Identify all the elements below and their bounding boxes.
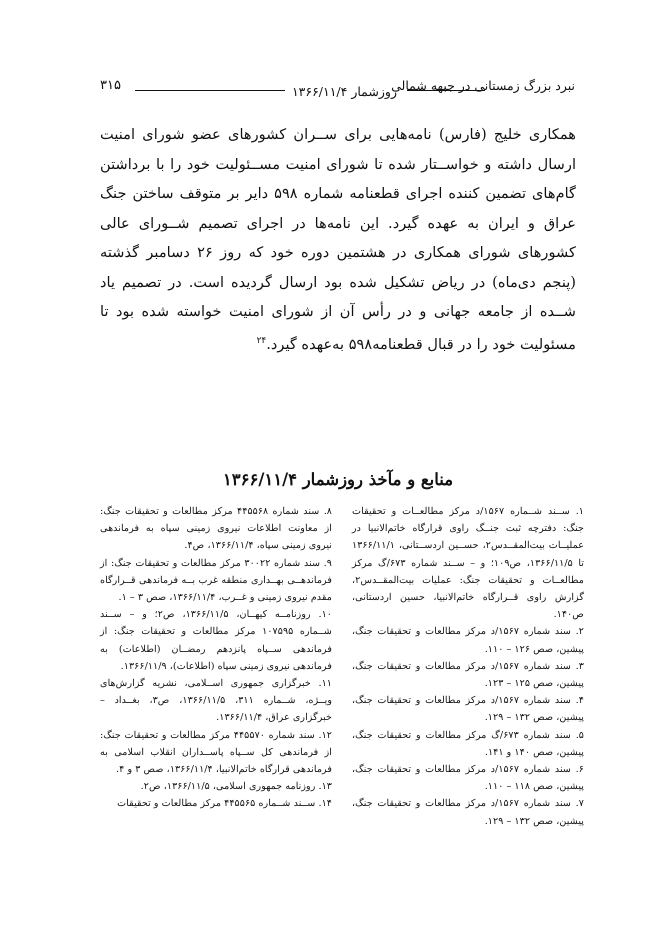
references-title: منابع و مآخذ روزشمار ۱۳۶۶/۱۱/۴ [222, 470, 454, 489]
reference-item: ۸. سند شماره ۴۴۵۵۶۸ مرکز مطالعات و تحقیقات جنگ: از معاونت اطلاعات نیروی زمینی سپاه به فرماندهی نیروی زمینی سپاه، ۱۳۶۶/۱۱/۴، ص۴. [100, 506, 332, 552]
footnote-marker: ۲۴ [256, 335, 267, 346]
reference-item: ۱. ســند شــماره ۱۵۶۷/د مرکز مطالعــات و تحقیقات جنگ: دفترچه ثبت جنــگ راوی قرارگاه خاتم‌الانبیا در عملیــات بیت‌المقــدس۲، حســین اردســتانی، ۱۳۶۶/۱۱/۱ تا ۱۳۶۶/۱۱/۵، ص۱۰۹؛ و – ســند شماره ۶۷۳/گ مرکز مطالعــات و تحقیقات جنگ: عملیات بیت‌المقــدس۲، گزارش راوی قــرارگاه خاتم‌الانبیا، حسین اردستانی، ص۱۴۰. [352, 506, 585, 621]
reference-item: ۵. سند شماره ۶۷۳/گ مرکز مطالعات و تحقیقات جنگ، پیشین، صص ۱۴۰ و ۱۴۱. [352, 729, 584, 758]
reference-item: ۶. سند شماره ۱۵۶۷/د مرکز مطالعات و تحقیقات جنگ، پیشین، صص ۱۱۸ – ۱۱۰. [352, 764, 584, 793]
reference-item: ۱۳. روزنامه جمهوری اسلامی، ۱۳۶۶/۱۱/۵، ص۲. [140, 781, 332, 793]
reference-item: ۹. سند شماره ۳۰۰۲۲ مرکز مطالعات و تحقیقات جنگ: از فرماندهــی بهــداری منطقه غرب بــه فرماندهی قــرارگاه مقدم نیروی زمینی و غــرب، ۱۳۶۶/۱۱/۴، صص ۳ – ۱. [100, 557, 332, 604]
references-left-column [100, 503, 332, 813]
reference-item: ۱۴. ســند شــماره ۴۴۵۵۶۵ مرکز مطالعات و تحقیقات [117, 798, 332, 810]
references-right-column [352, 503, 584, 830]
reference-item: ۱۱. خبرگزاری جمهوری اســلامی، نشریه گزارش‌های ویــژه، شــماره ۳۱۱، ۱۳۶۶/۱۱/۵، ص۳، بغــداد – خبرگزاری عراق، ۱۳۶۶/۱۱/۴. [100, 678, 332, 724]
page-number: ۳۱۵ [100, 78, 121, 93]
header-rule [407, 90, 485, 91]
running-header [100, 76, 575, 98]
header-rule [135, 90, 285, 91]
main-paragraph [100, 120, 576, 359]
reference-item: ۱۲. سند شماره ۴۴۵۵۷۰ مرکز مطالعات و تحقیقات جنگ: از فرماندهی کل ســپاه پاســداران انقلاب اسلامی به فرماندهی قرارگاه خاتم‌الانبیا، ۱۳۶۶/۱۱/۴، صص ۳ و ۴. [100, 729, 332, 776]
reference-item: ۴. سند شماره ۱۵۶۷/د مرکز مطالعات و تحقیقات جنگ، پیشین، صص ۱۳۲ – ۱۲۹. [352, 695, 584, 724]
reference-item: ۳. سند شماره ۱۵۶۷/د مرکز مطالعات و تحقیقات جنگ، پیشین، صص ۱۲۵ – ۱۲۳. [352, 660, 584, 690]
reference-item: ۷. سند شماره ۱۵۶۷/د مرکز مطالعات و تحقیقات جنگ، پیشین، صص ۱۳۲ – ۱۲۹. [352, 798, 584, 827]
book-title: نبرد بزرگ زمستانی در جبهه شمالی [391, 78, 575, 93]
paragraph-text: همکاری خلیج (فارس) نامه‌هایی برای ســران کشورهای عضو شورای امنیت ارسال داشته و خواســتار شده تا شورای امنیت مســئولیت خود را با برداشتن گام‌های تضمین کننده اجرای قطعنامه شماره ۵۹۸ دایر بر متوقف ساختن جنگ عراق و ایران به عهده گیرد. این نامه‌ها در اجرای تصمیم شــورای عالی کشورهای شورای همکاری در هشتمین دوره خود که روز ۲۶ دسامبر گذشته (پنجم دی‌ماه) در ریاض تشکیل شده بود ارسال گردیده است. در تصمیم یاد شــده از جامعه جهانی و در رأس آن از شورای امنیت خواسته شده بود تا مسئولیت خود را در قبال قطعنامه۵۹۸ به‌عهده گیرد. [100, 126, 577, 353]
reference-item: ۲. سند شماره ۱۵۶۷/د مرکز مطالعات و تحقیقات جنگ، پیشین، صص ۱۲۶ – ۱۱۰. [352, 626, 584, 655]
header-date: روزشمار ۱۳۶۶/۱۱/۴ [291, 84, 397, 99]
reference-item: ۱۰. روزنامــه کیهــان، ۱۳۶۶/۱۱/۵، ص۲؛ و – ســند شــماره ۱۰۷۵۹۵ مرکز مطالعات و تحقیقات جنگ: از فرماندهی ســپاه پانزدهم رمضــان (اطلاعات) به فرماندهی نیروی زمینی سپاه (اطلاعات)، ۱۳۶۶/۱۱/۹. [100, 609, 332, 672]
